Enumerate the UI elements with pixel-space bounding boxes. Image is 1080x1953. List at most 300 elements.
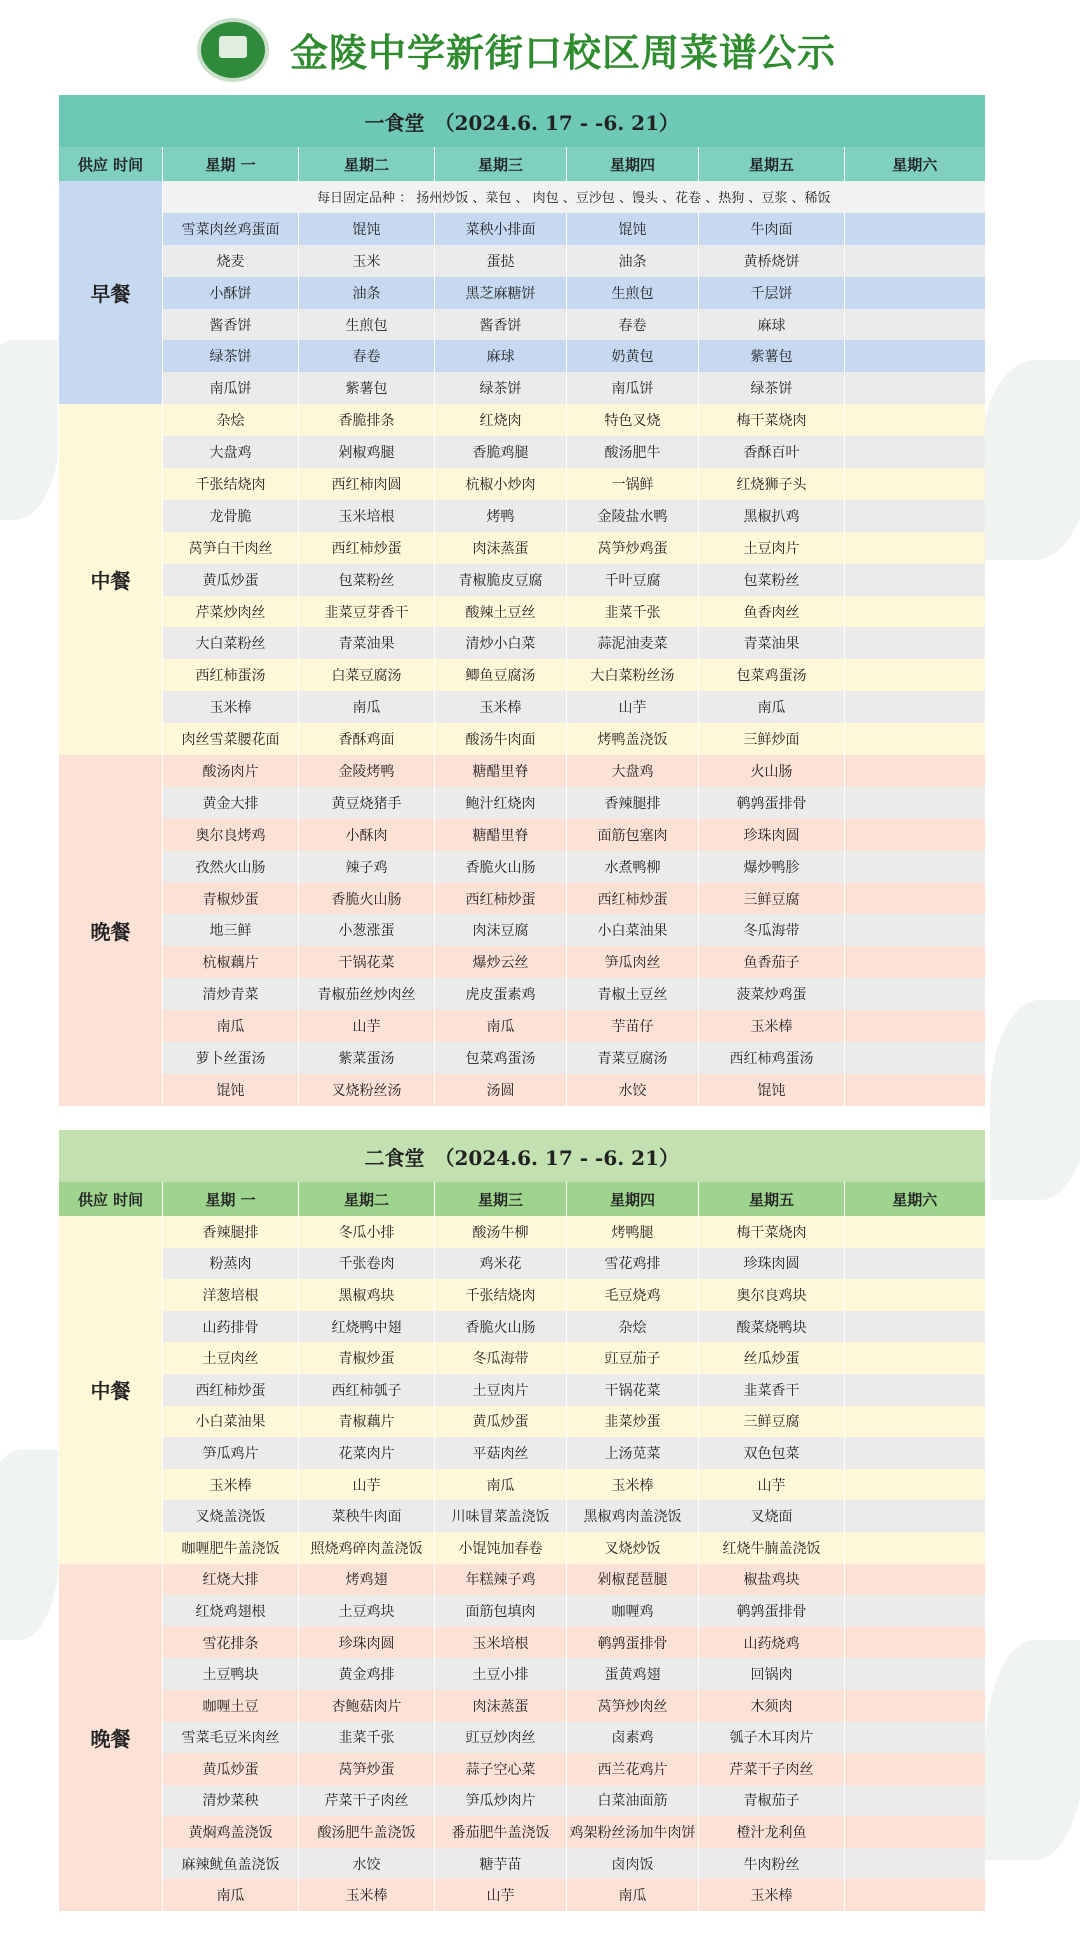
dish-cell: 青菜油果	[699, 627, 845, 659]
dish-cell: 清炒青菜	[163, 978, 299, 1010]
canteen1-menu-table	[58, 95, 985, 1106]
dish-cell: 龙骨脆	[163, 500, 299, 532]
canteen-dates: （2024.6. 17 - -6. 21）	[434, 110, 680, 135]
dish-cell: 香酥鸡面	[299, 723, 435, 755]
dish-cell: 南瓜饼	[163, 372, 299, 404]
dish-cell: 土豆肉丝	[163, 1342, 299, 1374]
dish-cell: 大白菜粉丝汤	[567, 659, 699, 691]
dish-cell: 春卷	[299, 340, 435, 372]
dish-cell	[845, 1564, 985, 1596]
dish-cell	[845, 914, 985, 946]
dish-cell: 杂烩	[567, 1311, 699, 1343]
meal-label: 晚餐	[59, 1564, 163, 1912]
dish-cell: 红烧肉	[435, 404, 567, 436]
dish-cell: 豇豆茄子	[567, 1342, 699, 1374]
dish-cell: 青椒茄丝炒肉丝	[299, 978, 435, 1010]
dish-cell: 肉沫豆腐	[435, 914, 567, 946]
dish-cell: 山药排骨	[163, 1311, 299, 1343]
dish-cell: 土豆鸡块	[299, 1595, 435, 1627]
dish-cell: 芹菜干子肉丝	[699, 1753, 845, 1785]
dish-cell	[845, 1753, 985, 1785]
dish-cell: 青椒炒蛋	[299, 1342, 435, 1374]
dish-cell	[845, 309, 985, 341]
dish-cell: 千张结烧肉	[435, 1279, 567, 1311]
dish-cell	[845, 340, 985, 372]
dish-cell: 鹌鹑蛋排骨	[567, 1627, 699, 1659]
dish-cell: 大盘鸡	[567, 755, 699, 787]
dish-cell: 爆炒鸭胗	[699, 851, 845, 883]
dish-cell: 烤鸭	[435, 500, 567, 532]
dish-cell: 清炒小白菜	[435, 627, 567, 659]
dish-cell: 小白菜油果	[567, 914, 699, 946]
dish-cell: 酱香饼	[163, 309, 299, 341]
dish-cell	[845, 1500, 985, 1532]
dish-cell: 酸辣土豆丝	[435, 596, 567, 628]
dish-cell: 烤鸭腿	[567, 1216, 699, 1248]
column-header: 星期 一	[163, 147, 299, 181]
dish-cell: 酸汤肥牛盖浇饭	[299, 1816, 435, 1848]
dish-cell: 黑椒鸡肉盖浇饭	[567, 1500, 699, 1532]
dish-cell: 一锅鲜	[567, 468, 699, 500]
column-header: 星期五	[699, 147, 845, 181]
dish-cell	[845, 1437, 985, 1469]
dish-cell: 山芋	[299, 1469, 435, 1501]
dish-cell: 玉米棒	[163, 691, 299, 723]
dish-cell: 韭菜千张	[567, 596, 699, 628]
dish-cell	[845, 436, 985, 468]
background-leaf-decoration	[990, 1000, 1080, 1200]
dish-cell	[845, 277, 985, 309]
school-logo	[197, 18, 269, 82]
dish-cell: 土豆肉片	[699, 532, 845, 564]
dish-cell: 酱香饼	[435, 309, 567, 341]
dish-cell: 香脆火山肠	[299, 883, 435, 915]
dish-cell: 照烧鸡碎肉盖浇饭	[299, 1532, 435, 1564]
dish-cell: 香辣腿排	[163, 1216, 299, 1248]
page-header	[0, 0, 1080, 95]
dish-cell	[845, 946, 985, 978]
dish-cell: 绿茶饼	[699, 372, 845, 404]
dish-cell: 烤鸡翅	[299, 1564, 435, 1596]
dish-cell: 糖醋里脊	[435, 755, 567, 787]
dish-cell: 南瓜	[163, 1010, 299, 1042]
dish-cell: 椒盐鸡块	[699, 1564, 845, 1596]
dish-cell: 三鲜豆腐	[699, 883, 845, 915]
dish-cell: 白菜油面筋	[567, 1785, 699, 1817]
dish-cell: 黄瓜炒蛋	[163, 564, 299, 596]
dish-cell: 牛肉粉丝	[699, 1848, 845, 1880]
dish-cell: 毛豆烧鸡	[567, 1279, 699, 1311]
dish-cell: 西红柿鸡蛋汤	[699, 1042, 845, 1074]
dish-cell: 玉米培根	[299, 500, 435, 532]
dish-cell: 小白菜油果	[163, 1406, 299, 1438]
dish-cell	[845, 468, 985, 500]
dish-cell: 肉沫蒸蛋	[435, 1690, 567, 1722]
dish-cell: 生煎包	[567, 277, 699, 309]
dish-cell	[845, 851, 985, 883]
dish-cell: 三鲜炒面	[699, 723, 845, 755]
dish-cell	[845, 723, 985, 755]
dish-cell: 绿茶饼	[435, 372, 567, 404]
dish-cell	[845, 1279, 985, 1311]
dish-cell: 南瓜	[163, 1879, 299, 1911]
dish-cell	[845, 1469, 985, 1501]
dish-cell: 紫菜蛋汤	[299, 1042, 435, 1074]
dish-cell	[845, 978, 985, 1010]
dish-cell: 酸汤肉片	[163, 755, 299, 787]
dish-cell	[845, 404, 985, 436]
dish-cell: 黄豆烧猪手	[299, 787, 435, 819]
dish-cell: 小酥肉	[299, 819, 435, 851]
dish-cell: 糖芋苗	[435, 1848, 567, 1880]
column-header: 星期六	[845, 147, 985, 181]
dish-cell	[845, 1074, 985, 1106]
dish-cell: 南瓜	[299, 691, 435, 723]
dish-cell: 青椒茄子	[699, 1785, 845, 1817]
canteen-name: 二食堂	[364, 1145, 425, 1170]
dish-cell: 青菜豆腐汤	[567, 1042, 699, 1074]
dish-cell: 山芋	[699, 1469, 845, 1501]
dish-cell	[845, 1848, 985, 1880]
dish-cell: 土豆肉片	[435, 1374, 567, 1406]
dish-cell: 特色叉烧	[567, 404, 699, 436]
dish-cell	[845, 787, 985, 819]
dish-cell: 肉沫蒸蛋	[435, 532, 567, 564]
dish-cell: 烤鸭盖浇饭	[567, 723, 699, 755]
dish-cell: 小馄饨加春卷	[435, 1532, 567, 1564]
dish-cell: 菠菜炒鸡蛋	[699, 978, 845, 1010]
dish-cell: 糖醋里脊	[435, 819, 567, 851]
dish-cell: 火山肠	[699, 755, 845, 787]
dish-cell: 叉烧炒饭	[567, 1532, 699, 1564]
dish-cell: 玉米棒	[699, 1879, 845, 1911]
dish-cell: 香酥百叶	[699, 436, 845, 468]
dish-cell: 雪花鸡排	[567, 1248, 699, 1280]
dish-cell: 西红柿瓠子	[299, 1374, 435, 1406]
dish-cell	[845, 1374, 985, 1406]
dish-cell	[845, 691, 985, 723]
dish-cell	[845, 1532, 985, 1564]
dish-cell: 瓠子木耳肉片	[699, 1722, 845, 1754]
dish-cell: 玉米棒	[699, 1010, 845, 1042]
dish-cell: 西红柿蛋汤	[163, 659, 299, 691]
dish-cell: 剁椒琵琶腿	[567, 1564, 699, 1596]
dish-cell: 西红柿炒蛋	[163, 1374, 299, 1406]
background-leaf-decoration	[985, 1640, 1080, 1860]
dish-cell: 酸汤牛柳	[435, 1216, 567, 1248]
dish-cell: 清炒菜秧	[163, 1785, 299, 1817]
dish-cell: 卤肉饭	[567, 1848, 699, 1880]
column-header: 星期三	[435, 147, 567, 181]
dish-cell: 韭菜香干	[699, 1374, 845, 1406]
dish-cell: 黄焖鸡盖浇饭	[163, 1816, 299, 1848]
canteen-name: 一食堂	[364, 110, 425, 135]
dish-cell: 莴笋炒肉丝	[567, 1690, 699, 1722]
dish-cell: 咖喱土豆	[163, 1690, 299, 1722]
dish-cell: 牛肉面	[699, 213, 845, 245]
dish-cell: 黄金鸡排	[299, 1658, 435, 1690]
dish-cell: 千层饼	[699, 277, 845, 309]
dish-cell	[845, 1042, 985, 1074]
column-header: 星期二	[299, 147, 435, 181]
canteen-banner	[59, 1130, 985, 1182]
dish-cell: 三鲜豆腐	[699, 1406, 845, 1438]
dish-cell: 莴笋白干肉丝	[163, 532, 299, 564]
column-header: 供应 时间	[59, 1182, 163, 1216]
dish-cell: 鲫鱼豆腐汤	[435, 659, 567, 691]
dish-cell: 玉米	[299, 245, 435, 277]
background-leaf-decoration	[0, 340, 60, 520]
dish-cell: 黑芝麻糖饼	[435, 277, 567, 309]
dish-cell: 春卷	[567, 309, 699, 341]
dish-cell: 玉米棒	[435, 691, 567, 723]
dish-cell: 香脆排条	[299, 404, 435, 436]
meal-label: 中餐	[59, 1216, 163, 1564]
dish-cell: 芋苗仔	[567, 1010, 699, 1042]
dish-cell: 笋瓜炒肉片	[435, 1785, 567, 1817]
dish-cell: 孜然火山肠	[163, 851, 299, 883]
dish-cell: 包菜粉丝	[699, 564, 845, 596]
dish-cell: 南瓜	[567, 1879, 699, 1911]
dish-cell: 冬瓜小排	[299, 1216, 435, 1248]
page-title: 金陵中学新街口校区周菜谱公示	[290, 31, 837, 75]
dish-cell	[845, 1785, 985, 1817]
dish-cell: 肉丝雪菜腰花面	[163, 723, 299, 755]
dish-cell: 杭椒藕片	[163, 946, 299, 978]
dish-cell: 绿茶饼	[163, 340, 299, 372]
dish-cell: 面筋包填肉	[435, 1595, 567, 1627]
dish-cell: 金陵烤鸭	[299, 755, 435, 787]
dish-cell: 包菜粉丝	[299, 564, 435, 596]
dish-cell: 香辣腿排	[567, 787, 699, 819]
dish-cell: 玉米培根	[435, 1627, 567, 1659]
dish-cell: 山药烧鸡	[699, 1627, 845, 1659]
dish-cell: 水饺	[567, 1074, 699, 1106]
dish-cell: 大白菜粉丝	[163, 627, 299, 659]
dish-cell	[845, 1010, 985, 1042]
dish-cell: 青椒藕片	[299, 1406, 435, 1438]
dish-cell: 黄桥烧饼	[699, 245, 845, 277]
dish-cell: 南瓜	[435, 1010, 567, 1042]
dish-cell: 韭菜豆芽香干	[299, 596, 435, 628]
meal-label: 晚餐	[59, 755, 163, 1106]
dish-cell: 土豆小排	[435, 1658, 567, 1690]
dish-cell: 双色包菜	[699, 1437, 845, 1469]
column-header: 星期四	[567, 1182, 699, 1216]
dish-cell: 奥尔良烤鸡	[163, 819, 299, 851]
dish-cell	[845, 755, 985, 787]
dish-cell: 西红柿炒蛋	[299, 532, 435, 564]
dish-cell: 珍珠肉圆	[699, 819, 845, 851]
dish-cell: 爆炒云丝	[435, 946, 567, 978]
dish-cell: 上汤苋菜	[567, 1437, 699, 1469]
dish-cell: 笋瓜肉丝	[567, 946, 699, 978]
dish-cell: 橙汁龙利鱼	[699, 1816, 845, 1848]
dish-cell: 香脆火山肠	[435, 851, 567, 883]
dish-cell	[845, 245, 985, 277]
dish-cell	[845, 1342, 985, 1374]
dish-cell: 西红柿炒蛋	[567, 883, 699, 915]
dish-cell	[845, 819, 985, 851]
dish-cell	[845, 1816, 985, 1848]
dish-cell	[845, 564, 985, 596]
dish-cell: 香脆火山肠	[435, 1311, 567, 1343]
dish-cell: 西红柿肉圆	[299, 468, 435, 500]
dish-cell: 红烧鸭中翅	[299, 1311, 435, 1343]
dish-cell: 干锅花菜	[567, 1374, 699, 1406]
dish-cell: 南瓜	[699, 691, 845, 723]
canteen-dates: （2024.6. 17 - -6. 21）	[434, 1145, 680, 1170]
dish-cell: 生煎包	[299, 309, 435, 341]
dish-cell: 芹菜炒肉丝	[163, 596, 299, 628]
dish-cell: 黄瓜炒蛋	[435, 1406, 567, 1438]
dish-cell: 芹菜干子肉丝	[299, 1785, 435, 1817]
dish-cell: 奶黄包	[567, 340, 699, 372]
dish-cell	[845, 659, 985, 691]
dish-cell: 红烧牛腩盖浇饭	[699, 1532, 845, 1564]
dish-cell: 烧麦	[163, 245, 299, 277]
dish-cell: 杂烩	[163, 404, 299, 436]
dish-cell: 蛋挞	[435, 245, 567, 277]
dish-cell: 包菜鸡蛋汤	[435, 1042, 567, 1074]
column-header: 星期 一	[163, 1182, 299, 1216]
dish-cell: 菜秧牛肉面	[299, 1500, 435, 1532]
column-header: 星期四	[567, 147, 699, 181]
dish-cell: 山芋	[567, 691, 699, 723]
dish-cell: 冬瓜海带	[699, 914, 845, 946]
dish-cell: 梅干菜烧肉	[699, 1216, 845, 1248]
canteen2-menu-table	[58, 1130, 985, 1911]
dish-cell: 川味冒菜盖浇饭	[435, 1500, 567, 1532]
dish-cell	[845, 500, 985, 532]
dish-cell: 香脆鸡腿	[435, 436, 567, 468]
dish-cell: 鹌鹑蛋排骨	[699, 787, 845, 819]
dish-cell: 酸汤肥牛	[567, 436, 699, 468]
dish-cell: 南瓜饼	[567, 372, 699, 404]
dish-cell: 黑椒鸡块	[299, 1279, 435, 1311]
dish-cell	[845, 1690, 985, 1722]
dish-cell: 萝卜丝蛋汤	[163, 1042, 299, 1074]
dish-cell: 奥尔良鸡块	[699, 1279, 845, 1311]
dish-cell: 包菜鸡蛋汤	[699, 659, 845, 691]
column-header: 星期六	[845, 1182, 985, 1216]
dish-cell: 雪菜肉丝鸡蛋面	[163, 213, 299, 245]
dish-cell: 黄瓜炒蛋	[163, 1753, 299, 1785]
dish-cell: 山芋	[299, 1010, 435, 1042]
dish-cell	[845, 1216, 985, 1248]
dish-cell: 馄饨	[567, 213, 699, 245]
dish-cell: 咖喱肥牛盖浇饭	[163, 1532, 299, 1564]
dish-cell: 小酥饼	[163, 277, 299, 309]
column-header: 供应 时间	[59, 147, 163, 181]
dish-cell: 油条	[567, 245, 699, 277]
dish-cell: 木须肉	[699, 1690, 845, 1722]
dish-cell: 番茄肥牛盖浇饭	[435, 1816, 567, 1848]
dish-cell	[845, 1722, 985, 1754]
dish-cell: 笋瓜鸡片	[163, 1437, 299, 1469]
dish-cell: 莴笋炒蛋	[299, 1753, 435, 1785]
dish-cell: 雪菜毛豆米肉丝	[163, 1722, 299, 1754]
dish-cell: 黄金大排	[163, 787, 299, 819]
dish-cell	[845, 1879, 985, 1911]
dish-cell: 洋葱培根	[163, 1279, 299, 1311]
dish-cell: 水煮鸭柳	[567, 851, 699, 883]
dish-cell: 珍珠肉圆	[699, 1248, 845, 1280]
dish-cell: 杭椒小炒肉	[435, 468, 567, 500]
dish-cell: 紫薯包	[699, 340, 845, 372]
dish-cell: 珍珠肉圆	[299, 1627, 435, 1659]
dish-cell: 西兰花鸡片	[567, 1753, 699, 1785]
dish-cell: 鸡架粉丝汤加牛肉饼	[567, 1816, 699, 1848]
dish-cell: 玉米棒	[163, 1469, 299, 1501]
dish-cell: 鸡米花	[435, 1248, 567, 1280]
dish-cell: 叉烧面	[699, 1500, 845, 1532]
dish-cell: 蒜泥油麦菜	[567, 627, 699, 659]
dish-cell: 酸菜烧鸭块	[699, 1311, 845, 1343]
dish-cell: 青椒脆皮豆腐	[435, 564, 567, 596]
canteen-banner	[59, 95, 985, 147]
dish-cell: 紫薯包	[299, 372, 435, 404]
column-header: 星期二	[299, 1182, 435, 1216]
dish-cell: 酸汤牛肉面	[435, 723, 567, 755]
dish-cell: 剁椒鸡腿	[299, 436, 435, 468]
dish-cell: 山芋	[435, 1879, 567, 1911]
dish-cell: 蛋黄鸡翅	[567, 1658, 699, 1690]
dish-cell: 年糕辣子鸡	[435, 1564, 567, 1596]
dish-cell: 干锅花菜	[299, 946, 435, 978]
dish-cell: 鱼香肉丝	[699, 596, 845, 628]
dish-cell: 面筋包塞肉	[567, 819, 699, 851]
dish-cell: 汤圆	[435, 1074, 567, 1106]
dish-cell: 辣子鸡	[299, 851, 435, 883]
dish-cell: 杏鲍菇肉片	[299, 1690, 435, 1722]
dish-cell: 油条	[299, 277, 435, 309]
dish-cell: 馄饨	[163, 1074, 299, 1106]
dish-cell	[845, 596, 985, 628]
meal-label: 中餐	[59, 404, 163, 755]
dish-cell: 鹌鹑蛋排骨	[699, 1595, 845, 1627]
dish-cell	[845, 627, 985, 659]
dish-cell: 馄饨	[699, 1074, 845, 1106]
dish-cell: 小葱涨蛋	[299, 914, 435, 946]
dish-cell	[845, 1627, 985, 1659]
dish-cell: 青椒炒蛋	[163, 883, 299, 915]
dish-cell	[845, 532, 985, 564]
dish-cell: 馄饨	[299, 213, 435, 245]
dish-cell: 青菜油果	[299, 627, 435, 659]
dish-cell: 麻球	[435, 340, 567, 372]
dish-cell: 豇豆炒肉丝	[435, 1722, 567, 1754]
dish-cell: 咖喱鸡	[567, 1595, 699, 1627]
dish-cell: 玉米棒	[567, 1469, 699, 1501]
dish-cell: 韭菜炒蛋	[567, 1406, 699, 1438]
dish-cell	[845, 1658, 985, 1690]
dish-cell: 鱼香茄子	[699, 946, 845, 978]
dish-cell	[845, 213, 985, 245]
meal-label: 早餐	[59, 181, 163, 404]
dish-cell: 莴笋炒鸡蛋	[567, 532, 699, 564]
dish-cell: 红烧大排	[163, 1564, 299, 1596]
dish-cell: 千叶豆腐	[567, 564, 699, 596]
dish-cell: 玉米棒	[299, 1879, 435, 1911]
dish-cell	[845, 372, 985, 404]
dish-cell: 丝瓜炒蛋	[699, 1342, 845, 1374]
dish-cell: 鲍汁红烧肉	[435, 787, 567, 819]
dish-cell: 土豆鸭块	[163, 1658, 299, 1690]
dish-cell	[845, 1311, 985, 1343]
dish-cell: 青椒土豆丝	[567, 978, 699, 1010]
dish-cell: 地三鲜	[163, 914, 299, 946]
